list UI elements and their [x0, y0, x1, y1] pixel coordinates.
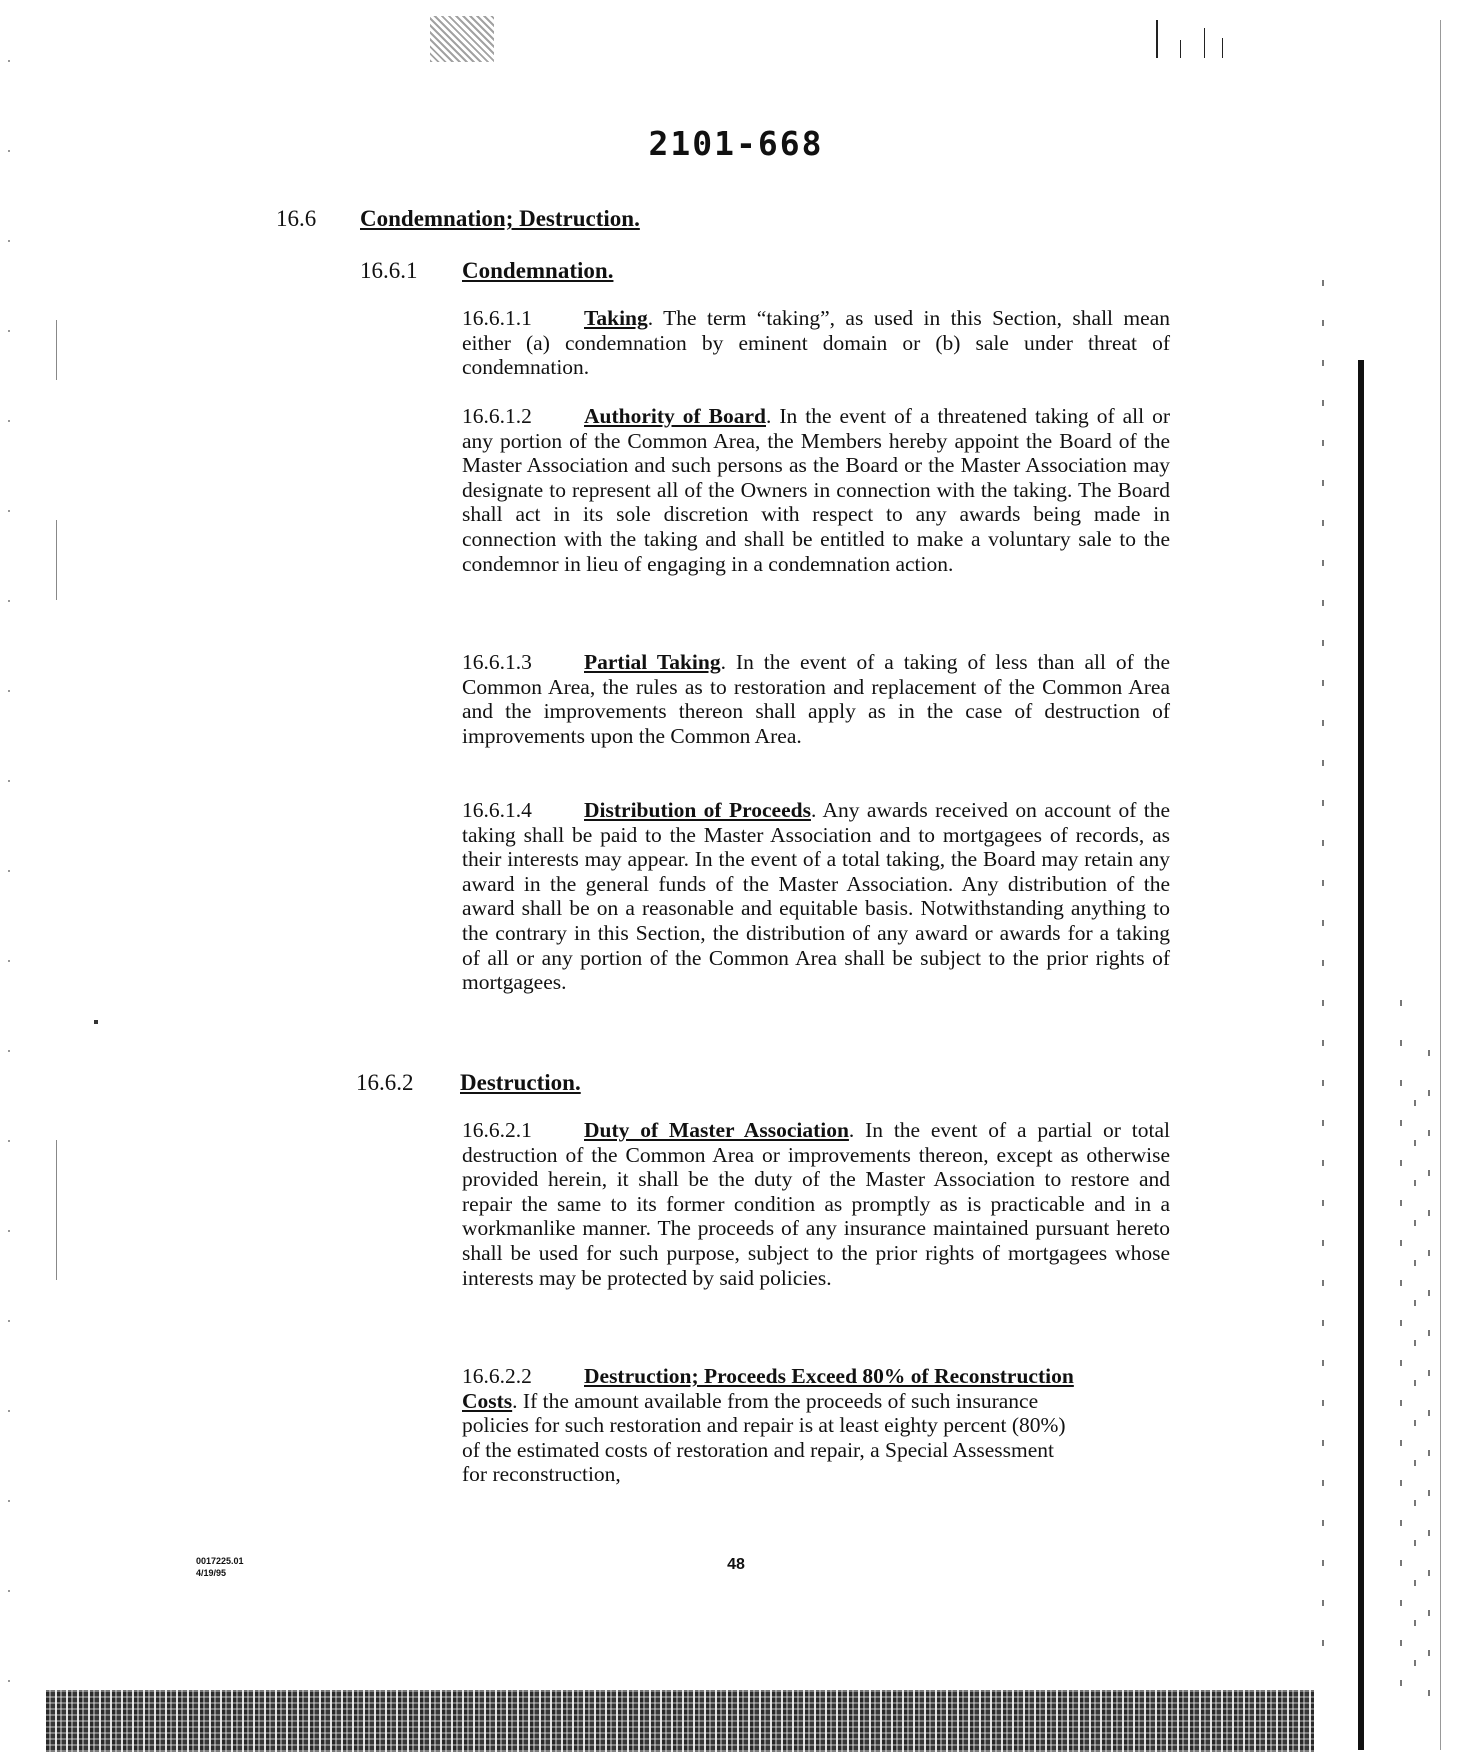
paragraph-16-6-1-3: [462, 650, 1170, 748]
scan-mark: [56, 520, 57, 600]
paragraph-number: 16.6.1.2: [462, 404, 532, 428]
paragraph-number: 16.6.2.2: [462, 1364, 532, 1388]
scan-smudge: [430, 16, 494, 62]
paragraph-title: Destruction; Proceeds Exceed 80% of Reconstruction Costs: [462, 1364, 1074, 1413]
paragraph-title: Duty of Master Association: [584, 1118, 849, 1142]
page-number: 48: [727, 1556, 745, 1573]
scan-mark: [1180, 40, 1181, 58]
paragraph-text: . In the event of a taking of less than all of the Common Area, the rules as to restoration and replacement of the Common Area and the improvements thereon shall apply as in the case of destruction of improvements upon the Common Area.: [462, 650, 1170, 748]
scan-dash-column: [1322, 280, 1324, 1680]
scan-bottom-noise: [46, 1690, 1314, 1752]
footer-date: 4/19/95: [196, 1568, 227, 1578]
paragraph-title: Partial Taking: [584, 650, 721, 674]
subsection-title: Destruction.: [460, 1070, 581, 1095]
subsection-heading: [360, 258, 613, 284]
paragraph-16-6-2-1: [462, 1118, 1170, 1290]
paragraph-number: 16.6.1.1: [462, 306, 532, 330]
scan-mark: [56, 320, 57, 380]
scan-dash-column: [1414, 1100, 1416, 1700]
scan-dash-column: [1400, 1000, 1402, 1700]
subsection-title: Condemnation.: [462, 258, 614, 283]
scan-mark: [1156, 20, 1158, 58]
paragraph-16-6-2-2: [462, 1364, 1082, 1487]
paragraph-16-6-1-1: [462, 306, 1170, 380]
section-number: 16.6: [276, 206, 317, 231]
scan-left-marks: [8, 60, 10, 1700]
scan-edge-bar: [1358, 360, 1364, 1750]
paragraph-number: 16.6.1.4: [462, 798, 532, 822]
paragraph-number: 16.6.2.1: [462, 1118, 532, 1142]
scan-mark: [1204, 28, 1205, 58]
recording-stamp: 2101-668: [648, 124, 824, 163]
paragraph-16-6-1-4: [462, 798, 1170, 995]
scan-dash-column: [1428, 1050, 1430, 1700]
section-heading: [276, 206, 640, 232]
paragraph-title: Authority of Board: [584, 404, 766, 428]
section-title: Condemnation; Destruction.: [360, 206, 640, 231]
paragraph-text: . In the event of a threatened taking of all or any portion of the Common Area, the Members hereby appoint the Board of the Master Association and such persons as the Board or the Master Association may designate to represent all of the Owners in connection with the taking. The Board shall act in its sole discretion with respect to any awards being made in connection with the taking and shall be entitled to make a voluntary sale to the condemnor in lieu of engaging in a condemnation action.: [462, 404, 1170, 576]
paragraph-text: . The term “taking”, as used in this Section, shall mean either (a) condemnation by eminent domain or (b) sale under threat of condemnation.: [462, 306, 1170, 380]
paragraph-text: . Any awards received on account of the taking shall be paid to the Master Association and to mortgagees of records, as their interests may appear. In the event of a total taking, the Board may retain any award in the general funds of the Master Association. Any distribution of the award shall be on a reasonable and equitable basis. Notwithstanding anything to the contrary in this Section, the distribution of any award or awards for a taking of all or any portion of the Common Area shall be subject to the prior rights of mortgagees.: [462, 798, 1171, 995]
footer-doc-number: 0017225.01: [196, 1556, 244, 1566]
scan-mark: [1222, 38, 1223, 58]
paragraph-number: 16.6.1.3: [462, 650, 532, 674]
paragraph-16-6-1-2: [462, 404, 1170, 576]
subsection-heading: [356, 1070, 581, 1096]
scan-mark: [56, 1140, 57, 1280]
scan-edge-line: [1440, 20, 1441, 1750]
paragraph-text: . If the amount available from the proceeds of such insurance policies for such restoration and repair is at least eighty percent (80%) of the estimated costs of restoration and repair, a Special Assessment for reconstruction,: [462, 1388, 1066, 1487]
scan-dot: [94, 1020, 98, 1024]
paragraph-title: Distribution of Proceeds: [584, 798, 811, 822]
paragraph-text: . In the event of a partial or total destruction of the Common Area or improvements thereon, except as otherwise provided herein, it shall be the duty of the Master Association to restore and repair the same to its former condition as promptly as is practicable and in a workmanlike manner. The proceeds of any insurance maintained pursuant hereto shall be used for such purpose, subject to the prior rights of mortgagees whose interests may be protected by said policies.: [462, 1118, 1170, 1290]
paragraph-title: Taking: [584, 306, 648, 330]
subsection-number: 16.6.1: [360, 258, 418, 283]
subsection-number: 16.6.2: [356, 1070, 414, 1095]
